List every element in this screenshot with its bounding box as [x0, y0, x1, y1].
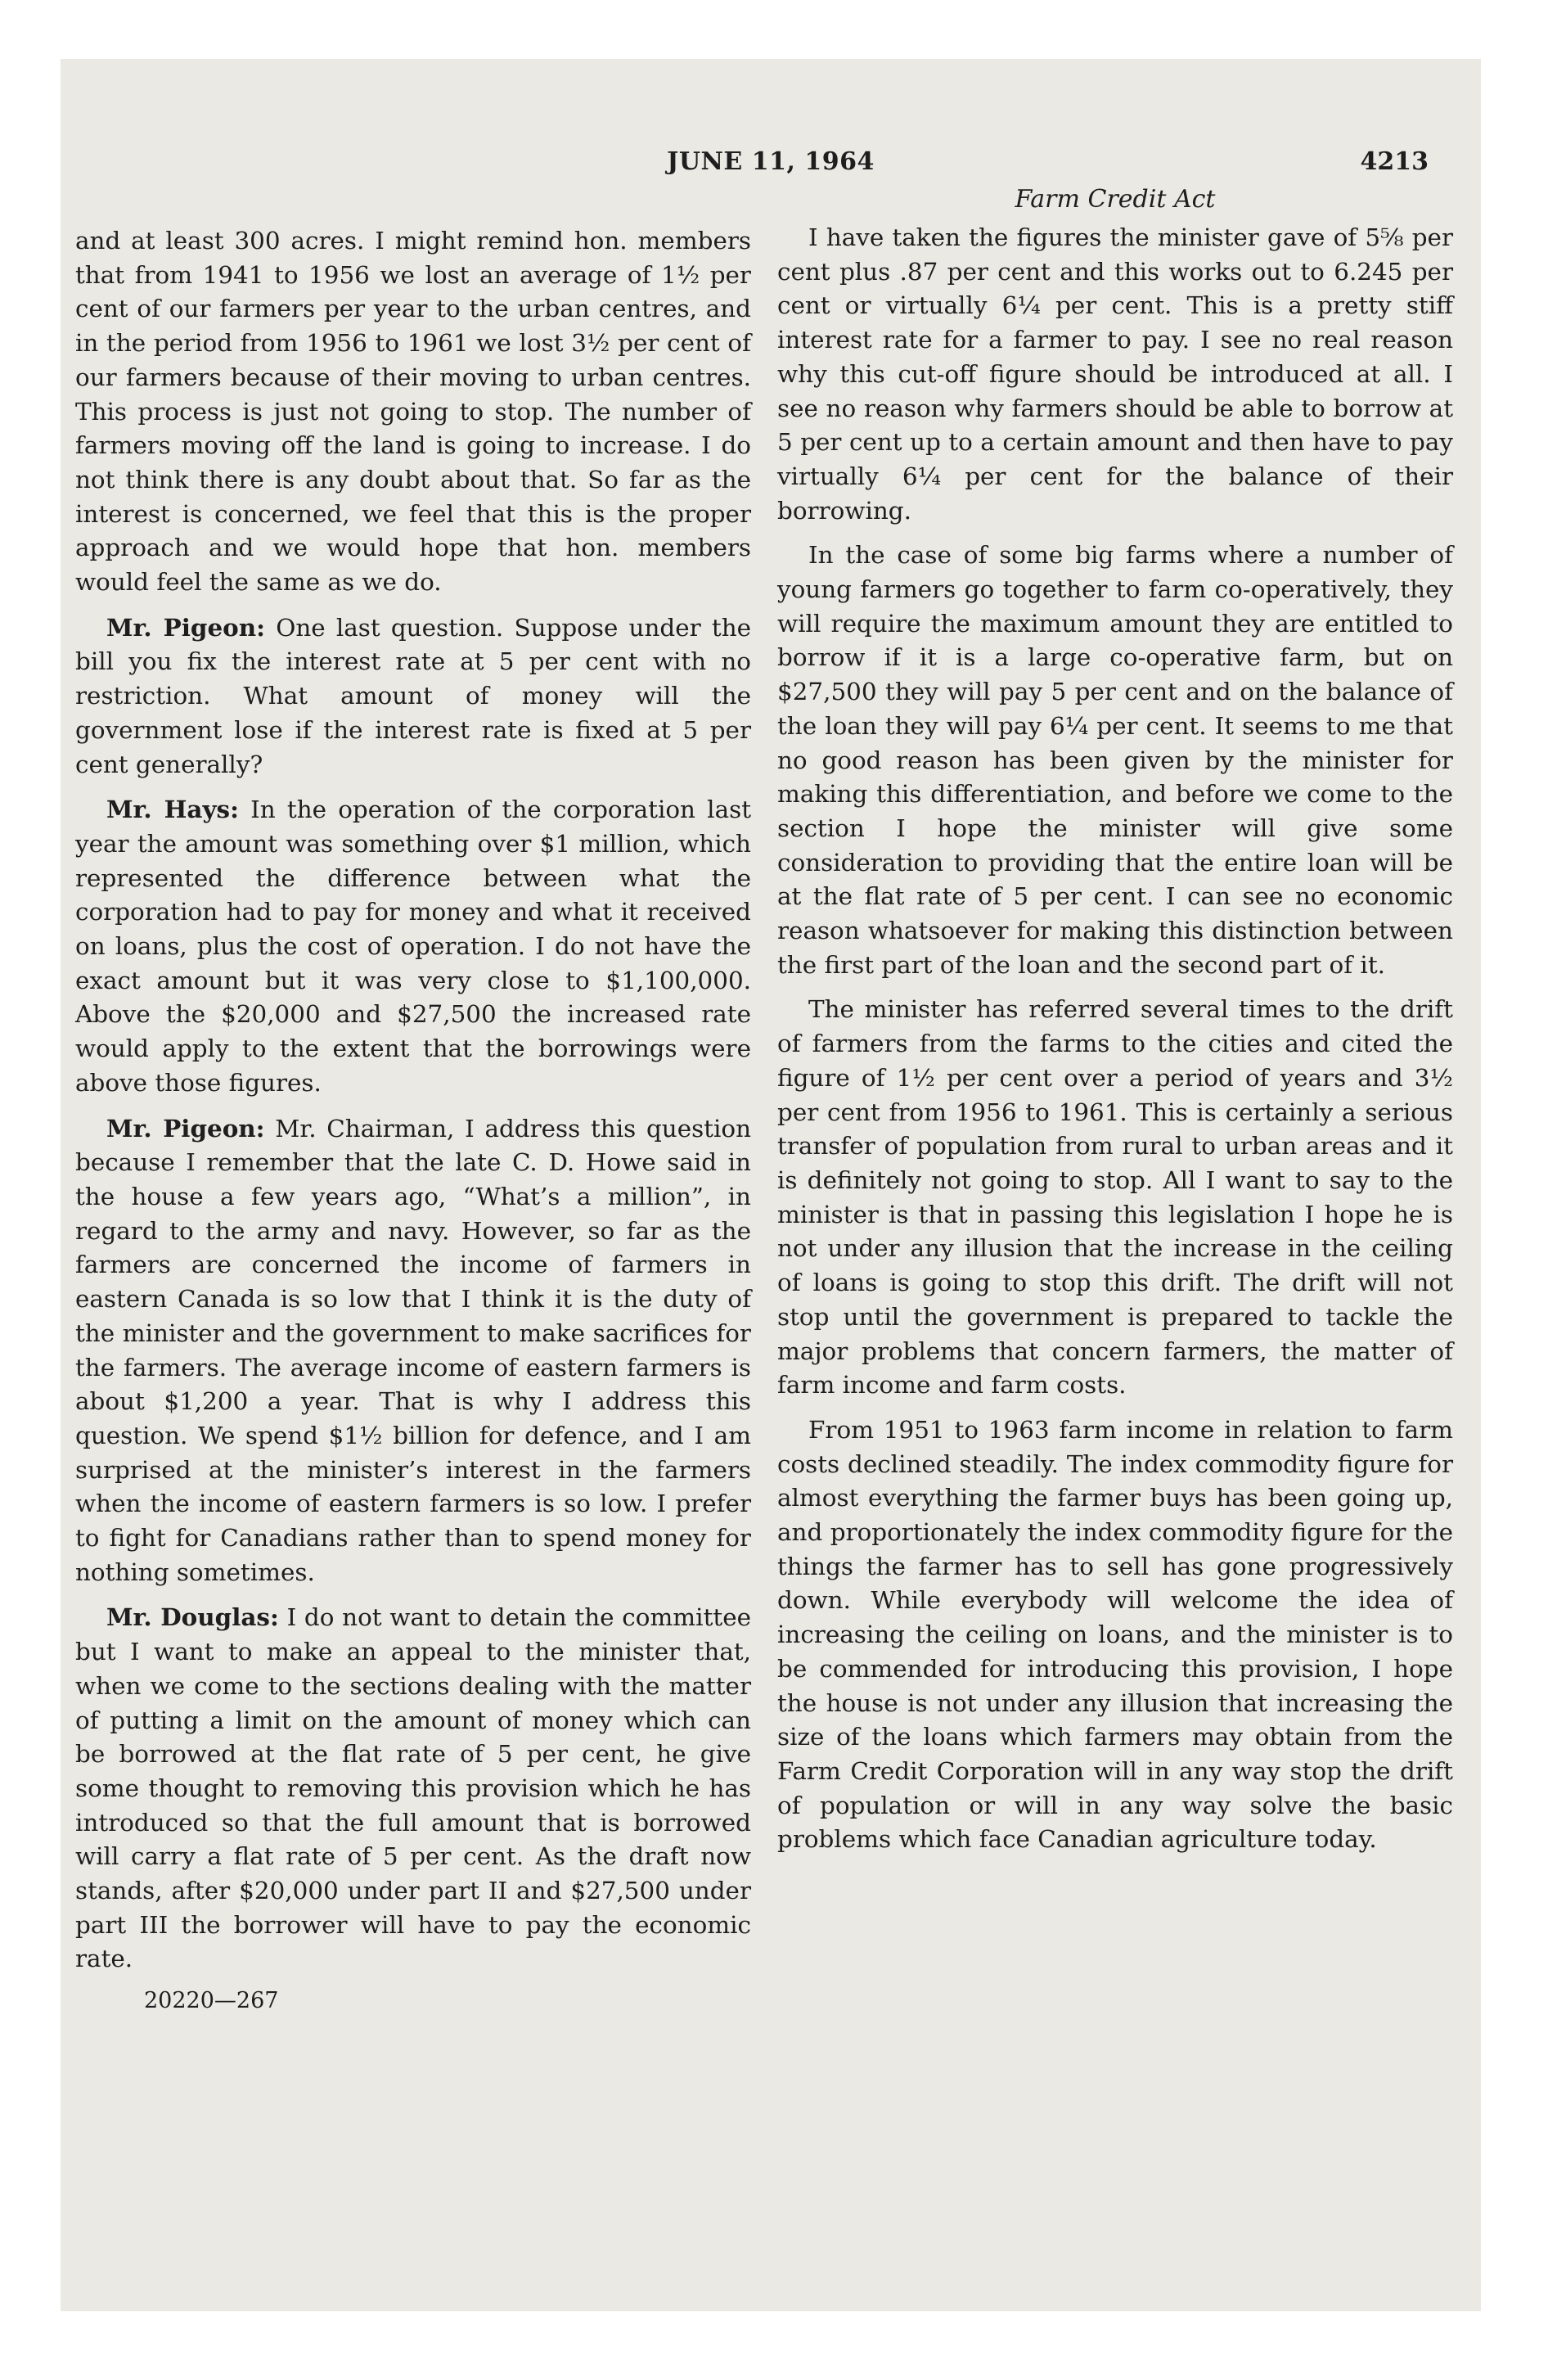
speaker-name: Mr. Douglas: [106, 1602, 279, 1632]
section-title: Farm Credit Act [1015, 185, 1216, 214]
right-column [777, 182, 1453, 1857]
left-column [75, 224, 751, 2016]
speech-text: One last question. Suppose under the bill you fix the interest rate at 5 per cent with no restriction. What amount of money will the government lose if the interest rate is fixed at 5 per cent generally? [75, 613, 752, 778]
speech-text: Mr. Chairman, I address this question because I remember that the late C. D. Howe said in the house a few years ago, “What’s a million”, in regard to the army and navy. However, so far as the farmers are concerned the income of farmers in eastern Canada is so low that I think it is the duty of the minister and the government to make sacrifices for the farmers. The average income of eastern farmers is about $1,200 a year. That is why I address this question. We spend $1½ billion for defence, and I am surprised at the minister’s interest in the farmers when the income of eastern farmers is so low. I prefer to fight for Canadians rather than to spend money for nothing sometimes. [75, 1114, 752, 1586]
speech-pigeon-2 [75, 1111, 751, 1590]
speech-text: I do not want to detain the committee but I want to make an appeal to the minister that, when we come to the sections dealing with the matter of putting a limit on the amount of money which can be borrowed at the flat rate of 5 per cent, he give some thought to removing this provision which he has introduced so that the full amount that is borrowed will carry a flat rate of 5 per cent. As the draft now stands, after $20,000 under part II and $27,500 under part III the borrower will have to pay the economic rate. [75, 1603, 751, 1973]
paragraph: I have taken the figures the minister gave of 5⅝ per cent plus .87 per cent and this works out to 6.245 per cent or virtually 6¼ per cent. This is a pretty stiff interest rate for a farmer to pay. I see no real reason why this cut-off figure should be introduced at all. I see no reason why farmers should be able to borrow at 5 per cent up to a certain amount and then have to pay virtually 6¼ per cent for the balance of their borrowing. [777, 223, 1453, 525]
speaker-name: Mr. Pigeon: [106, 1113, 265, 1143]
page-number: 4213 [1360, 147, 1429, 176]
paragraph: The minister has referred several times to the drift of farmers from the farms to the cities and cited the figure of 1½ per cent over a period of years and 3½ per cent from 1956 to 1961. This is certainly a serious transfer of population from rural to urban areas and it is definitely not going to stop. All I want to say to the minister is that in passing this legislation I hope he is not under any illusion that the increase in the ceiling of loans is going to stop this drift. The drift will not stop until the government is prepared to tackle the major problems that concern farmers, the matter of farm income and farm costs. [777, 995, 1453, 1400]
paragraph: In the case of some big farms where a number of young farmers go together to farm co-operatively, they will require the maximum amount they are entitled to borrow if it is a large co-operative farm, but on $27,500 they will pay 5 per cent and on the balance of the loan they will pay 6¼ per cent. It seems to me that no good reason has been given by the minister for making this differentiation, and before we come to the section I hope the minister will give some consideration to providing that the entire loan will be at the flat rate of 5 per cent. I can see no economic reason whatsoever for making this distinction between the first part of the loan and the second part of it. [777, 541, 1453, 979]
paragraph: From 1951 to 1963 farm income in relation to farm costs declined steadily. The index commodity figure for almost everything the farmer buys has been going up, and proportionately the index commodity figure for the things the farmer has to sell has gone progressively down. While everybody will welcome the idea of increasing the ceiling on loans, and the minister is to be commended for introducing this provision, I hope the house is not under any illusion that increasing the size of the loans which farmers may obtain from the Farm Credit Corporation will in any way stop the drift of population or will in any way solve the basic problems which face Canadian agriculture today. [777, 1415, 1453, 1854]
speech-text: In the operation of the corporation last year the amount was something over $1 million, which represented the difference between what the corporation had to pay for money and what it received on loans, plus the cost of operation. I do not have the exact amount but it was very close to $1,100,000. Above the $20,000 and $27,500 the increased rate would apply to the extent that the borrowings were above those figures. [75, 796, 751, 1097]
hansard-page [61, 59, 1481, 2311]
speaker-name: Mr. Pigeon: [106, 612, 265, 642]
paragraph: and at least 300 acres. I might remind hon. members that from 1941 to 1956 we lost an average of 1½ per cent of our farmers per year to the urban centres, and in the period from 1956 to 1961 we lost 3½ per cent of our farmers because of their moving to urban centres. This process is just not going to stop. The number of farmers moving off the land is going to increase. I do not think there is any doubt about that. So far as the interest is concerned, we feel that this is the proper approach and we would hope that hon. members would feel the same as we do. [75, 227, 751, 597]
signature-mark: 20220—267 [144, 1988, 279, 2014]
speech-pigeon-1 [75, 611, 751, 782]
page-date: JUNE 11, 1964 [667, 147, 875, 176]
speech-hays [75, 792, 751, 1100]
speaker-name: Mr. Hays: [106, 795, 239, 824]
speech-douglas [75, 1600, 751, 1977]
